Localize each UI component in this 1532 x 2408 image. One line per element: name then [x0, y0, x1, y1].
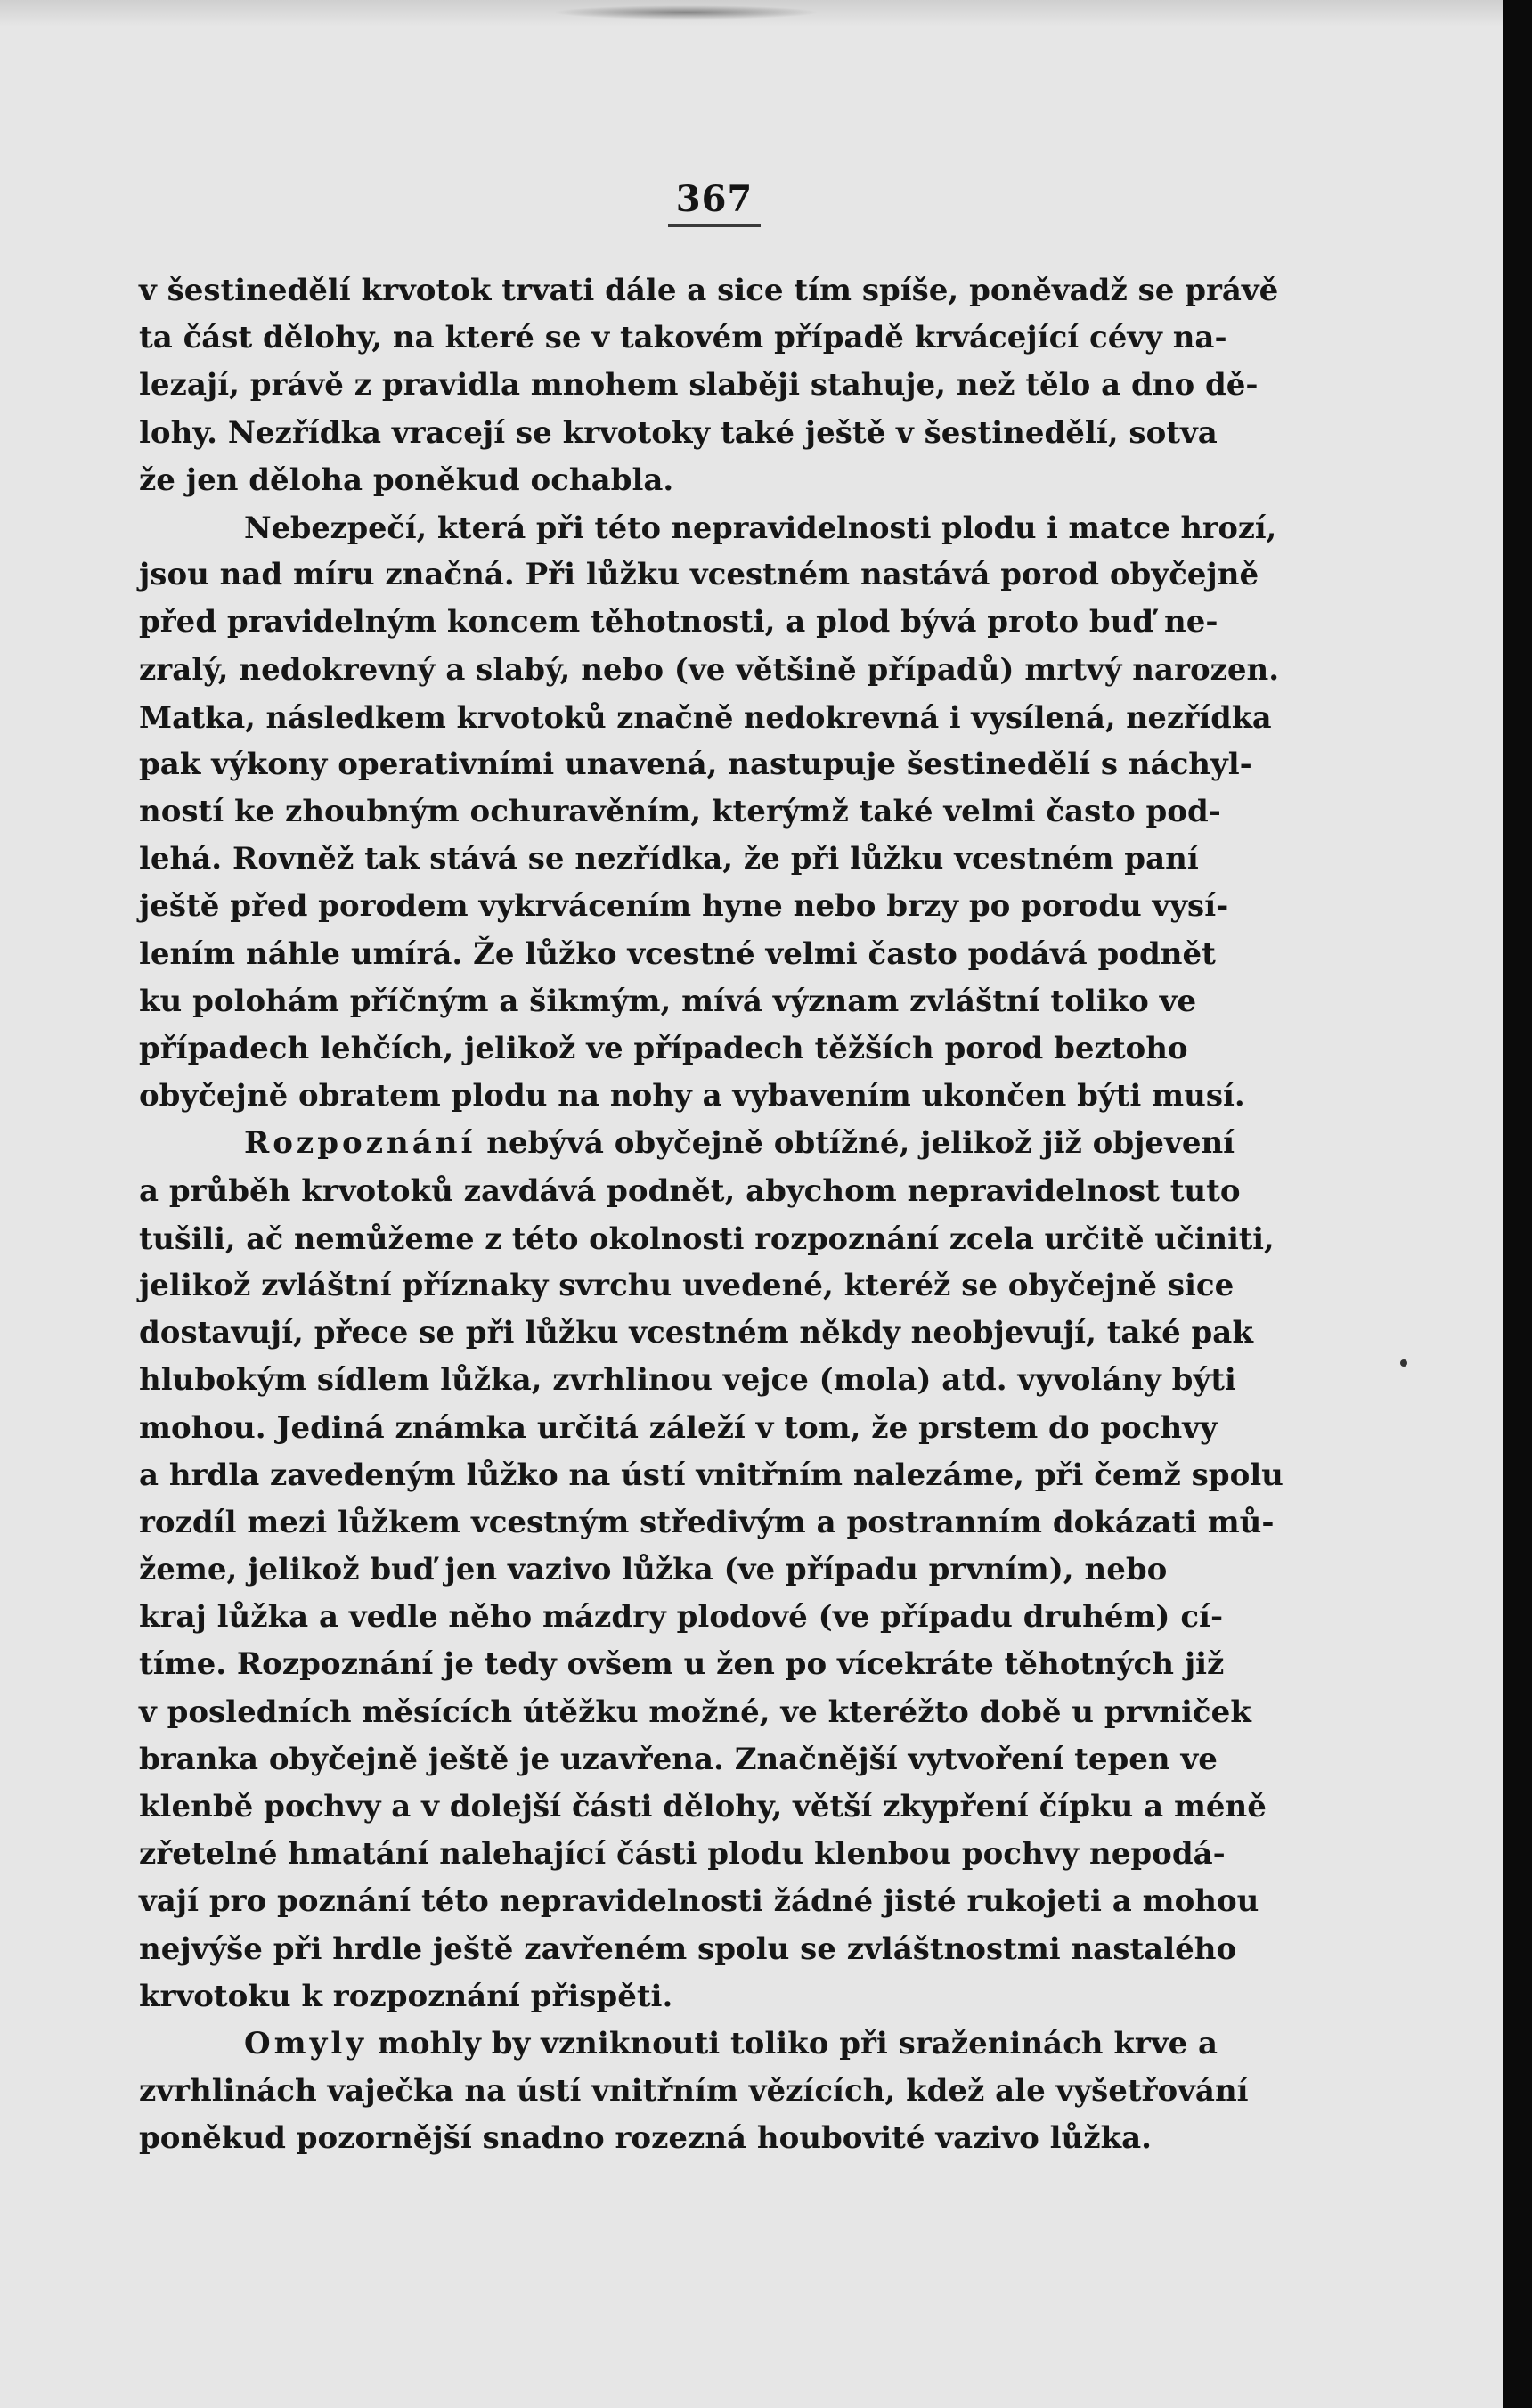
text-line — [139, 1120, 1286, 1167]
text-line — [139, 931, 1286, 978]
text-line — [139, 1594, 1286, 1641]
line-text: poněkud pozornější snadno rozezná houbovité vazivo lůžka. — [139, 2120, 1152, 2157]
text-line — [139, 314, 1286, 362]
text-line — [139, 836, 1286, 883]
line-text: nebývá obyčejně obtížné, jelikož již objevení — [486, 1125, 1235, 1162]
text-line — [139, 1215, 1286, 1262]
text-line — [139, 267, 1286, 314]
line-text: ta část dělohy, na které se v takovém případě krvácející cévy na- — [139, 320, 1227, 356]
line-text: zralý, nedokrevný a slabý, nebo (ve většině případů) mrtvý narozen. — [139, 651, 1280, 688]
line-text: vají pro poznání této nepravidelnosti žádné jisté rukojeti a mohou — [139, 1883, 1259, 1920]
text-line — [139, 1736, 1286, 1784]
text-line — [139, 883, 1286, 930]
line-text: dostavují, přece se při lůžku vcestném někdy neobjevují, také pak — [139, 1315, 1253, 1351]
line-text: branka obyčejně ještě je uzavřena. Značnější vytvoření tepen ve — [139, 1741, 1218, 1777]
page-number-underline — [668, 224, 761, 227]
text-line — [139, 410, 1286, 457]
line-text: žeme, jelikož buď jen vazivo lůžka (ve případu prvním), nebo — [139, 1552, 1168, 1588]
text-line — [139, 1926, 1286, 1973]
text-line — [139, 647, 1286, 694]
line-text: v posledních měsících útěžku možné, ve kteréžto době u prvniček — [139, 1694, 1251, 1730]
text-line — [139, 2115, 1286, 2162]
text-line — [139, 1973, 1286, 2020]
line-text: ještě před porodem vykrvácením hyne nebo brzy po porodu vysí- — [139, 888, 1229, 925]
line-text: před pravidelným koncem těhotnosti, a plod bývá proto buď ne- — [139, 604, 1218, 641]
line-text: lením náhle umírá. Že lůžko vcestné velmi často podává podnět — [139, 935, 1216, 972]
text-line — [139, 504, 1286, 551]
text-line — [139, 1262, 1286, 1310]
line-text: že jen děloha poněkud ochabla. — [139, 461, 674, 498]
line-text: Matka, následkem krvotoků značně nedokrevná i vysílená, nezřídka — [139, 699, 1272, 735]
text-line — [139, 694, 1286, 741]
line-text: lezají, právě z pravidla mnohem slaběji stahuje, než tělo a dno dě- — [139, 367, 1259, 404]
text-line — [139, 599, 1286, 646]
text-line — [139, 1689, 1286, 1736]
text-line — [139, 1547, 1286, 1594]
line-text: mohou. Jediná známka určitá záleží v tom, že prstem do pochvy — [139, 1409, 1218, 1446]
text-line — [139, 1310, 1286, 1357]
line-text: klenbě pochvy a v dolejší části dělohy, větší zkypření čípku a méně — [139, 1789, 1267, 1824]
line-text: ností ke zhoubným ochuravěním, kterýmž také velmi často pod- — [139, 794, 1221, 830]
line-text: jsou nad míru značná. Při lůžku vcestném nastává porod obyčejně — [139, 557, 1259, 593]
page-number: 367 — [675, 178, 754, 220]
text-line — [139, 788, 1286, 836]
line-text: pak výkony operativními unavená, nastupuje šestinedělí s náchyl- — [139, 746, 1252, 782]
line-text: případech lehčích, jelikož ve případech těžších porod beztoho — [139, 1031, 1188, 1066]
text-line — [139, 1452, 1286, 1499]
line-text: kraj lůžka a vedle něho mázdry plodové (ve případu druhém) cí- — [139, 1599, 1224, 1636]
body-text — [139, 267, 1286, 2163]
line-text: tíme. Rozpoznání je tedy ovšem u žen po vícekráte těhotných již — [139, 1646, 1225, 1683]
text-line — [139, 1499, 1286, 1547]
line-text: obyčejně obratem plodu na nohy a vybavením ukončen býti musí. — [139, 1078, 1245, 1114]
scanner-edge — [1503, 0, 1532, 2408]
line-text: ku polohám příčným a šikmým, mívá význam zvláštní toliko ve — [139, 983, 1197, 1019]
text-line — [139, 1784, 1286, 1831]
top-smudge — [552, 5, 819, 20]
text-line — [139, 978, 1286, 1025]
text-line — [139, 741, 1286, 788]
text-line — [139, 1073, 1286, 1120]
text-line — [139, 1357, 1286, 1404]
text-line — [139, 1168, 1286, 1215]
text-line — [139, 1641, 1286, 1688]
line-text: mohly by vzniknouti toliko při sraženinách krve a — [377, 2025, 1218, 2061]
text-line — [139, 2068, 1286, 2115]
line-text: lohy. Nezřídka vracejí se krvotoky také ještě v šestinedělí, sotva — [139, 414, 1218, 451]
text-line — [139, 1025, 1286, 1073]
line-text: zřetelné hmatání nalehající části plodu klenbou pochvy nepodá- — [139, 1836, 1226, 1873]
line-text: tušili, ač nemůžeme z této okolnosti rozpoznání zcela určitě učiniti, — [139, 1220, 1275, 1256]
line-text: hlubokým sídlem lůžka, zvrhlinou vejce (mola) atd. vyvolány býti — [139, 1362, 1236, 1399]
text-line — [139, 551, 1286, 599]
text-line — [139, 362, 1286, 409]
emphasized-term: Rozpoznání — [244, 1125, 477, 1162]
text-line — [139, 1831, 1286, 1878]
line-text: krvotoku k rozpoznání přispěti. — [139, 1978, 673, 2014]
line-text: a průběh krvotoků zavdává podnět, abychom nepravidelnost tuto — [139, 1172, 1241, 1209]
text-line — [139, 457, 1286, 504]
line-text: nejvýše při hrdle ještě zavřeném spolu se zvláštnostmi nastalého — [139, 1930, 1237, 1967]
line-text: rozdíl mezi lůžkem vcestným středivým a postranním dokázati mů- — [139, 1504, 1275, 1540]
emphasized-term: Omyly — [244, 2025, 368, 2061]
line-text: v šestinedělí krvotok trvati dále a sice tím spíše, poněvadž se právě — [139, 273, 1279, 308]
line-text: lehá. Rovněž tak stává se nezřídka, že při lůžku vcestném paní — [139, 841, 1199, 877]
line-text: Nebezpečí, která při této nepravidelnosti plodu i matce hrozí, — [244, 510, 1277, 545]
speck-mark — [1400, 1359, 1407, 1367]
line-text: zvrhlinách vaječka na ústí vnitřním vězících, kdež ale vyšetřování — [139, 2073, 1249, 2110]
text-line — [139, 1405, 1286, 1452]
text-line — [139, 1878, 1286, 1925]
text-line — [139, 2020, 1286, 2068]
line-text: a hrdla zavedeným lůžko na ústí vnitřním nalezáme, při čemž spolu — [139, 1457, 1283, 1493]
line-text: jelikož zvláštní příznaky svrchu uvedené, kteréž se obyčejně sice — [139, 1267, 1235, 1303]
